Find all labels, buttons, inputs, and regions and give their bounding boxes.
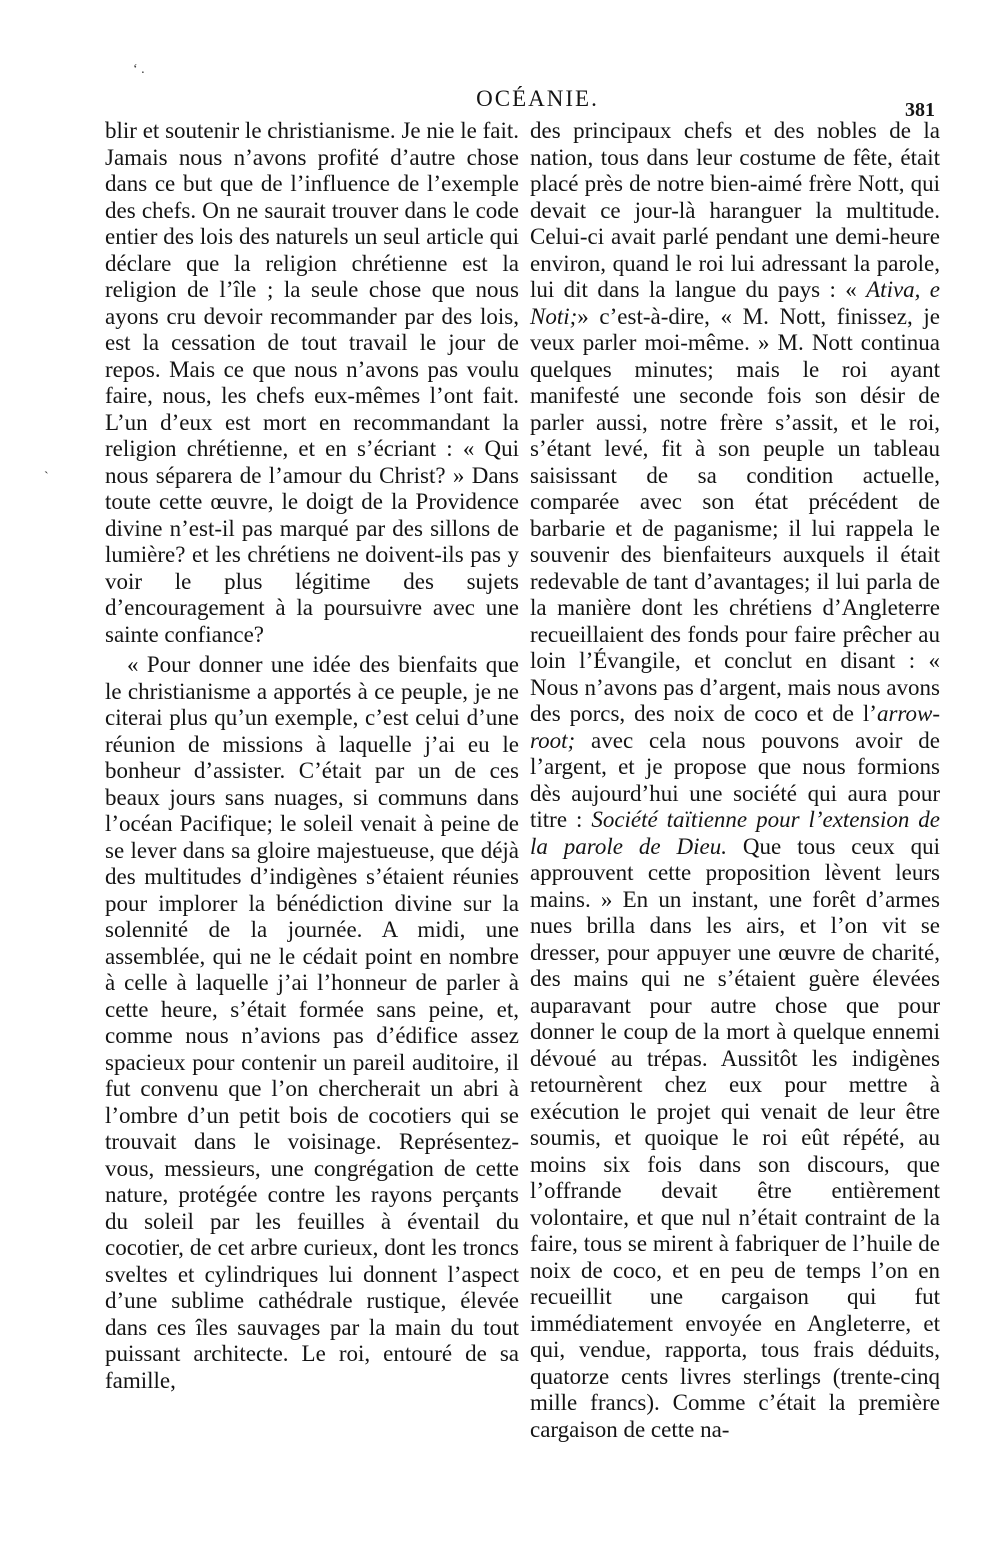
- text-run: » c’est-à-dire, « M. Nott, finissez, je veux parler moi-même. » M. Nott continua quelques minutes; mais le roi ayant manifesté une seconde fois son désir de parler aussi, notre frère s’assit, et le roi, s’étant levé, fit à son peuple un tableau saisissant de sa condition actuelle, comparée avec son état précédent de barbarie et de paganisme; il lui rappela le souvenir des bienfaiteurs auxquels il était redevable de tant d’avantages; il lui parla de la manière dont les chrétiens d’Angleterre recueillaient des fonds pour faire prêcher au loin l’Évangile, et conclut en disant : « Nous n’avons pas d’argent, mais nous avons des porcs, des noix de coco et de l’: [530, 303, 940, 726]
- page-number: 381: [905, 99, 935, 121]
- ink-speck: ‘ .: [133, 62, 145, 77]
- italic-quote: Ativa, e Noti;: [530, 277, 941, 329]
- right-column: [530, 118, 940, 1443]
- paragraph: [530, 118, 940, 1443]
- italic-term: arrow-root;: [530, 701, 940, 753]
- text-run: Que tous ceux qui approuvent cette proposition lèvent leurs mains. » En un instant, une forêt d’armes nues brilla dans les airs, et l’on vit se dresser, pour appuyer une œuvre de charité, des mains qui ne s’étaient guère élevées auparavant pour autre chose que pour donner le coup de la mort à quelque ennemi dévoué au trépas. Aussitôt les indigènes retournèrent chez eux pour mettre à exécution le projet qui venait de leur être soumis, et quoique le roi eût répété, au moins six fois dans son discours, que l’offrande devait être entièrement volontaire, et que nul n’était contraint de la faire, tous se mirent à fabriquer de l’huile de noix de coco, et en peu de temps l’on en recueillit une cargaison qui fut immédiatement envoyée en Angleterre, et qui, vendue, rapporta, tous frais déduits, quatorze cents livres sterlings (trente-cinq mille francs). Comme c’était la première cargaison de cette na-: [530, 833, 941, 1442]
- running-head: OCÉANIE.: [476, 86, 599, 111]
- paragraph: blir et soutenir le christianisme. Je nie le fait. Jamais nous n’avons profité d’autre chose dans ce but que de l’influence de l’exemple des chefs. On ne saurait trouver dans le code entier des lois des naturels un seul article qui déclare que la religion chrétienne est la religion de l’île ; la seule chose que nous ayons cru devoir recommander par des lois, est la cessation de tout travail le jour de repos. Mais ce que nous n’avons pas voulu faire, nous, les chefs eux-mêmes l’ont fait. L’un d’eux est mort en recommandant la religion chrétienne, et en s’écriant : « Qui nous séparera de l’amour du Christ? » Dans toute cette œuvre, le doigt de la Providence divine n’est-il pas marqué par des sillons de lumière? et les chrétiens ne doivent-ils pas y voir le plus légitime des sujets d’encouragement à la poursuivre avec une sainte confiance?: [105, 118, 519, 647]
- italic-title: Société taïtienne pour l’extension de la parole de Dieu.: [530, 807, 941, 859]
- paragraph: « Pour donner une idée des bienfaits que le christianisme a apportés à ce peuple, je ne citerai plus qu’un exemple, c’est celui d’une réunion de missions à laquelle j’ai eu le bonheur d’assister. C’était par un de ces beaux jours sans nuages, si communs dans l’océan Pacifique; le soleil venait à peine de se lever dans sa gloire majestueuse, que déjà des multitudes d’indigènes s’étaient réunies pour implorer la bénédiction divine sur la solennité de la journée. A midi, une assemblée, qui ne le cédait point en nombre à celle à laquelle j’ai l’honneur de parler à cette heure, s’était formée sans peine, et, comme nous n’avions pas d’édifice assez spacieux pour contenir un pareil auditoire, il fut convenu que l’on chercherait un abri à l’ombre d’un petit bois de cocotiers qui se trouvait dans le voisinage. Représentez-vous, messieurs, une congrégation de cette nature, protégée contre les rayons perçants du soleil par les feuilles à éventail du cocotier, de cet arbre curieux, dont les troncs sveltes et cylindriques lui donnent l’aspect d’une sublime cathédrale rustique, élevée dans ces îles sauvages par la main du tout puissant architecte. Le roi, entouré de sa famille,: [105, 652, 519, 1393]
- margin-mark: `: [44, 470, 49, 485]
- text-run: des principaux chefs et des nobles de la nation, tous dans leur costume de fête, était placé près de notre bien-aimé frère Nott, qui devait ce jour-là haranguer la multitude. Celui-ci avait parlé pendant une demi-heure environ, quand le roi lui adressant la parole, lui dit dans la langue du pays : «: [530, 118, 940, 302]
- text-run: avec cela nous pouvons avoir de l’argent, et je propose que nous formions dès aujourd’hui une société qui aura pour titre :: [530, 727, 940, 832]
- left-column: [105, 118, 519, 1394]
